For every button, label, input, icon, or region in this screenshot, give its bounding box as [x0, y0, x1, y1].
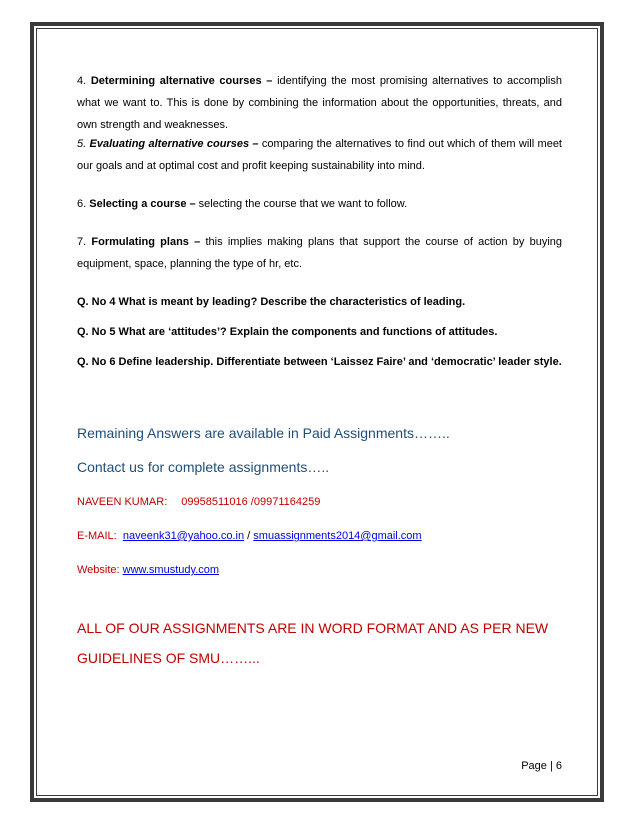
question-5: Q. No 5 What are ‘attitudes’? Explain the components and functions of attitudes. [77, 326, 498, 338]
contact-phone-line [77, 491, 562, 513]
question-6: Q. No 6 Define leadership. Differentiate between ‘Laissez Faire’ and ‘democratic’ leader style. [77, 356, 562, 368]
website-line [77, 559, 562, 581]
email-separator: / [244, 530, 254, 542]
website-link[interactable]: www.smustudy.com [122, 564, 220, 576]
step-5-title: Evaluating alternative courses – [89, 138, 259, 150]
spacer [77, 275, 562, 291]
step-4-paragraph [77, 70, 562, 136]
contact-phone-numbers: 09958511016 /09971164259 [181, 496, 321, 508]
step-7-text: this implies making plans that support the course of action by buying equipment, space, planning the type of hr, etc. [77, 236, 562, 270]
step-6-title: Selecting a course – [89, 198, 196, 210]
contact-name-label: NAVEEN KUMAR: [77, 496, 168, 508]
spacer [77, 373, 562, 423]
step-6-paragraph [77, 193, 562, 215]
step-7-number: 7. [77, 236, 92, 248]
question-4: Q. No 4 What is meant by leading? Describe the characteristics of leading. [77, 296, 466, 308]
step-7-paragraph [77, 231, 562, 275]
spacer [77, 177, 562, 193]
email-link-yahoo[interactable]: naveenk31@yahoo.co.in [122, 530, 245, 542]
step-4-title: Determining alternative courses – [90, 75, 273, 87]
spacer [77, 215, 562, 231]
contact-email-line [77, 525, 562, 547]
email-link-gmail[interactable]: smuassignments2014@gmail.com [253, 530, 422, 542]
step-5-number: 5. [77, 138, 90, 150]
step-4-text: identifying the most promising alternatives to accomplish what we want to. This is done by combining the information about the opportunities, threats, and own strength and weaknesses. [77, 75, 562, 131]
website-label: Website: [77, 564, 120, 576]
document-body [77, 70, 562, 669]
assignment-format-line-2: GUIDELINES OF SMU……... [77, 650, 260, 666]
step-4-number: 4. [77, 75, 91, 87]
step-6-text: selecting the course that we want to follow. [195, 198, 408, 210]
step-5-paragraph [77, 133, 562, 177]
page-number: Page | 6 [521, 760, 562, 772]
contact-note: Contact us for complete assignments….. [77, 459, 330, 475]
step-5-text: comparing the alternatives to find out which of them will meet our goals and at optimal cost and profit keeping sustainability into mind. [77, 138, 562, 172]
assignment-format-line-1: ALL OF OUR ASSIGNMENTS ARE IN WORD FORMAT AND AS PER NEW [77, 620, 549, 636]
step-7-title: Formulating plans – [91, 236, 201, 248]
spacer [77, 581, 562, 617]
email-label: E-MAIL: [77, 530, 117, 542]
step-6-number: 6. [77, 198, 90, 210]
remaining-answers-note: Remaining Answers are available in Paid Assignments…….. [77, 425, 450, 441]
